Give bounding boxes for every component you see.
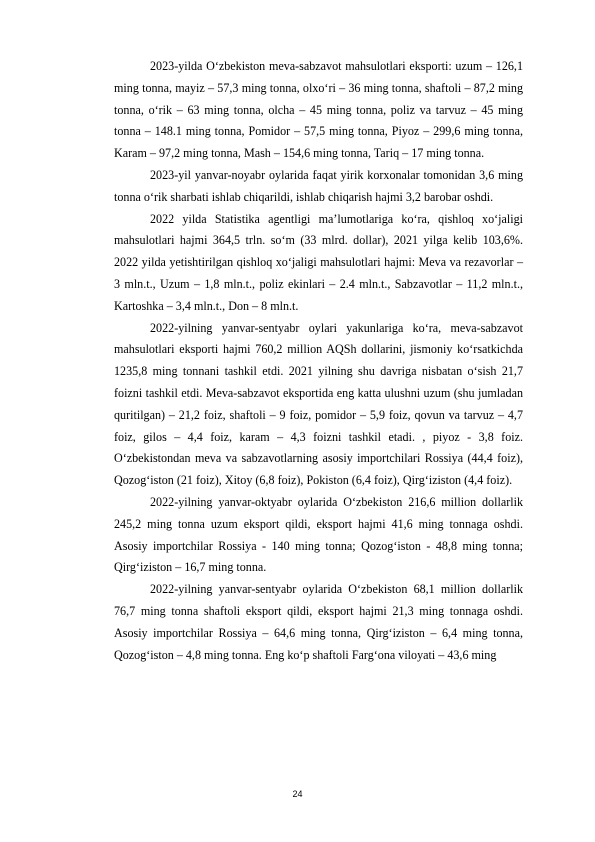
page-number: 24 (292, 789, 303, 799)
paragraph-agriculture-2022: 2022 yilda Statistika agentligi ma’lumotlariga ko‘ra, qishloq xo‘jaligi mahsulotlari hajmi 364,5 trln. so‘m (33 mlrd. dollar), 2021 yilga kelib 103,6%. 2022 yilda yetishtirilgan qishloq xo‘jaligi mahsulotlari hajmi: Meva va rezavorlar – 3 mln.t., Uzum – 1,8 mln.t., poliz ekinlari – 2.4 mln.t., Sabzavotlar – 11,2 mln.t., Kartoshka – 3,4 mln.t., Don – 8 mln.t. (114, 211, 523, 313)
paragraph-grape-export-2022: 2022-yilning yanvar-oktyabr oylarida O‘zbekiston 216,6 million dollarlik 245,2 ming tonna uzum eksport qildi, eksport hajmi 41,6 ming tonnaga oshdi. Asosiy importchilar Rossiya - 140 ming tonna; Qozog‘iston - 48,8 ming tonna; Qirg‘iziston – 16,7 ming tonna. (114, 494, 523, 575)
paragraph-grape-export-2023: 2023-yilda O‘zbekiston meva-sabzavot mahsulotlari eksporti: uzum – 126,1 ming tonna, mayiz – 57,3 ming tonna, olxo‘ri – 36 ming tonna, shaftoli – 87,2 ming tonna, o‘rik – 63 ming tonna, olcha – 45 ming tonna, poliz va tarvuz – 45 ming tonna – 148.1 ming tonna, Pomidor – 57,5 ming tonna, Piyoz – 299,6 ming tonna, Karam – 97,2 ming tonna, Mash – 154,6 ming tonna, Tariq – 17 ming tonna. (114, 59, 523, 161)
paragraph-apricot-juice: 2023-yil yanvar-noyabr oylarida faqat yirik korxonalar tomonidan 3,6 ming tonna o‘rik sharbati ishlab chiqarildi, ishlab chiqarish hajmi 3,2 barobar oshdi. (114, 167, 523, 204)
paragraph-fruit-vegetable-export: 2022-yilning yanvar-sentyabr oylari yakunlariga ko‘ra, meva-sabzavot mahsulotlari eksporti hajmi 760,2 million AQSh dollarini, jismoniy ko‘rsatkichda 1235,8 ming tonnani tashkil etdi. 2021 yilning shu davriga nisbatan o‘sish 21,7 foizni tashkil etdi. Meva-sabzavot eksportida eng katta ulushni uzum (shu jumladan quritilgan) – 21,2 foiz, shaftoli – 9 foiz, pomidor – 5,9 foiz, qovun va tarvuz – 4,7 foiz, gilos – 4,4 foiz, karam – 4,3 foizni tashkil etadi. , piyoz - 3,8 foiz. O‘zbekistondan meva va sabzavotlarning asosiy importchilari Rossiya (44,4 foiz), Qozog‘iston (21 foiz), Xitoy (6,8 foiz), Pokiston (6,4 foiz), Qirg‘iziston (4,4 foiz). (114, 320, 523, 488)
body-text (114, 56, 523, 666)
paragraph-peach-export-2022: 2022-yilning yanvar-sentyabr oylarida O‘zbekiston 68,1 million dollarlik 76,7 ming tonna shaftoli eksport qildi, eksport hajmi 21,3 ming tonnaga oshdi. Asosiy importchilar Rossiya – 64,6 ming tonna, Qirg‘iziston – 6,4 ming tonna, Qozog‘iston – 4,8 ming tonna. Eng ko‘p shaftoli Farg‘ona viloyati – 43,6 ming (114, 582, 523, 662)
